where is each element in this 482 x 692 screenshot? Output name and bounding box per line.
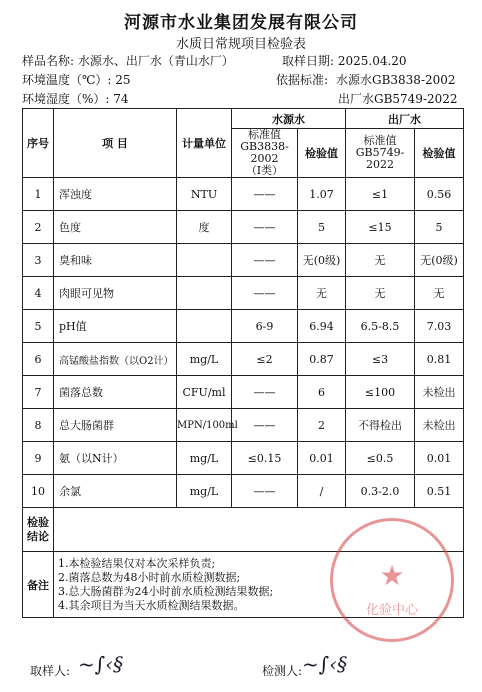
- row-unit: 度: [177, 211, 232, 244]
- ambient-humidity: 环境湿度（%）: 74: [22, 92, 129, 106]
- row-item: pH值: [54, 310, 177, 343]
- row-unit: mg/L: [177, 343, 232, 376]
- row-item: 色度: [54, 211, 177, 244]
- header-item: 项 目: [54, 109, 177, 178]
- row-source-value: /: [298, 475, 346, 508]
- row-source-standard: ——: [232, 178, 298, 211]
- remark-line: 4.其余项目为当天水质检测结果数据。: [58, 598, 245, 612]
- row-output-value: 0.51: [415, 475, 464, 508]
- row-item: 肉眼可见物: [54, 277, 177, 310]
- table-row: [23, 211, 464, 244]
- seal-star-icon: ★: [379, 559, 405, 592]
- table-row: [23, 343, 464, 376]
- header-output-standard: [346, 129, 415, 178]
- table-row: [23, 376, 464, 409]
- row-output-value: 未检出: [415, 376, 464, 409]
- row-unit: CFU/ml: [177, 376, 232, 409]
- basis-source-standard: 水源水GB3838-2002: [336, 73, 456, 87]
- row-output-standard: 6.5-8.5: [346, 310, 415, 343]
- output-std-line1: 标准值: [363, 134, 397, 147]
- row-item: 总大肠菌群: [54, 409, 177, 442]
- row-unit: [177, 310, 232, 343]
- row-item: 余氯: [54, 475, 177, 508]
- row-output-value: 7.03: [415, 310, 464, 343]
- table-row: [23, 244, 464, 277]
- row-no: 9: [23, 442, 54, 475]
- row-source-value: 5: [298, 211, 346, 244]
- row-output-value: 5: [415, 211, 464, 244]
- row-output-standard: 无: [346, 244, 415, 277]
- remark-line: 2.菌落总数为48小时前水质检测数据;: [58, 570, 241, 584]
- row-output-standard: ≤1: [346, 178, 415, 211]
- row-no: 7: [23, 376, 54, 409]
- table-row: [23, 475, 464, 508]
- header-output-value: 检验值: [415, 129, 464, 178]
- row-item: 臭和味: [54, 244, 177, 277]
- row-source-standard: ——: [232, 475, 298, 508]
- row-output-value: 0.56: [415, 178, 464, 211]
- seal-label: 化验中心: [365, 603, 418, 618]
- row-output-value: 未检出: [415, 409, 464, 442]
- row-source-value: 无(0级): [298, 244, 346, 277]
- row-source-standard: ——: [232, 244, 298, 277]
- row-output-value: 无(0级): [415, 244, 464, 277]
- row-unit: MPN/100ml: [177, 409, 232, 442]
- basis-output-standard: 出厂水GB5749-2022: [338, 92, 458, 106]
- row-output-standard: ≤3: [346, 343, 415, 376]
- row-output-standard: ≤100: [346, 376, 415, 409]
- header-output-water: 出厂水: [346, 109, 464, 129]
- sample-date: 取样日期: 2025.04.20: [282, 54, 407, 68]
- row-item: 氨（以N计）: [54, 442, 177, 475]
- row-source-standard: ——: [232, 409, 298, 442]
- row-unit: mg/L: [177, 475, 232, 508]
- header-no: 序号: [23, 109, 54, 178]
- source-std-line3: （Ⅰ类）: [245, 164, 284, 177]
- row-source-standard: ——: [232, 376, 298, 409]
- row-source-standard: ——: [232, 277, 298, 310]
- row-output-value: 0.81: [415, 343, 464, 376]
- inspector-signature: ~∫‹§: [302, 652, 348, 676]
- table-row: [23, 409, 464, 442]
- table-row: [23, 310, 464, 343]
- row-output-standard: ≤15: [346, 211, 415, 244]
- row-output-value: 0.01: [415, 442, 464, 475]
- row-source-standard: ≤0.15: [232, 442, 298, 475]
- row-unit: mg/L: [177, 442, 232, 475]
- row-source-value: 1.07: [298, 178, 346, 211]
- row-output-standard: 无: [346, 277, 415, 310]
- document-title: 河源市水业集团发展有限公司: [124, 13, 358, 33]
- row-no: 3: [23, 244, 54, 277]
- row-output-standard: ≤0.5: [346, 442, 415, 475]
- row-source-value: 无: [298, 277, 346, 310]
- inspector-label: 检测人:: [262, 664, 303, 678]
- row-source-value: 0.87: [298, 343, 346, 376]
- row-source-value: 0.01: [298, 442, 346, 475]
- row-item: 高锰酸盐指数（以O2计）: [54, 343, 177, 376]
- row-item: 菌落总数: [54, 376, 177, 409]
- output-std-line2: GB5749-2022: [355, 146, 405, 171]
- row-no: 5: [23, 310, 54, 343]
- table-row: [23, 178, 464, 211]
- ambient-temperature: 环境温度（℃）: 25: [22, 73, 131, 87]
- source-std-line2: GB3838-2002: [240, 140, 289, 165]
- row-no: 4: [23, 277, 54, 310]
- sampler-signature: ~∫‹§: [78, 652, 124, 676]
- row-no: 10: [23, 475, 54, 508]
- row-unit: NTU: [177, 178, 232, 211]
- document-subtitle: 水质日常规项目检验表: [175, 37, 306, 52]
- table-row: [23, 277, 464, 310]
- row-source-value: 6.94: [298, 310, 346, 343]
- sample-name: 样品名称: 水源水、出厂水（青山水厂）: [22, 54, 234, 68]
- row-item: 浑浊度: [54, 178, 177, 211]
- conclusion-label: 检验结论: [23, 508, 54, 552]
- row-output-standard: 不得检出: [346, 409, 415, 442]
- table-row: [23, 442, 464, 475]
- header-source-value: 检验值: [298, 129, 346, 178]
- row-no: 8: [23, 409, 54, 442]
- official-seal: [330, 518, 454, 642]
- header-source-water: 水源水: [232, 109, 346, 129]
- row-unit: [177, 277, 232, 310]
- remark-line: 1.本检验结果仅对本次采样负责;: [58, 556, 216, 570]
- row-no: 6: [23, 343, 54, 376]
- basis-label: 依据标准:: [276, 73, 329, 87]
- row-source-value: 2: [298, 409, 346, 442]
- source-std-line1: 标准值: [248, 128, 281, 141]
- row-source-standard: ≤2: [232, 343, 298, 376]
- row-no: 1: [23, 178, 54, 211]
- row-output-standard: 0.3-2.0: [346, 475, 415, 508]
- remark-line: 3.总大肠菌群为24小时前水质检测结果数据;: [58, 584, 274, 598]
- row-output-value: 无: [415, 277, 464, 310]
- row-no: 2: [23, 211, 54, 244]
- sampler-label: 取样人:: [30, 664, 71, 678]
- row-source-value: 6: [298, 376, 346, 409]
- row-source-standard: 6-9: [232, 310, 298, 343]
- row-source-standard: ——: [232, 211, 298, 244]
- remarks-label: 备注: [23, 552, 54, 618]
- row-unit: [177, 244, 232, 277]
- header-unit: 计量单位: [177, 109, 232, 178]
- header-source-standard: [232, 129, 298, 178]
